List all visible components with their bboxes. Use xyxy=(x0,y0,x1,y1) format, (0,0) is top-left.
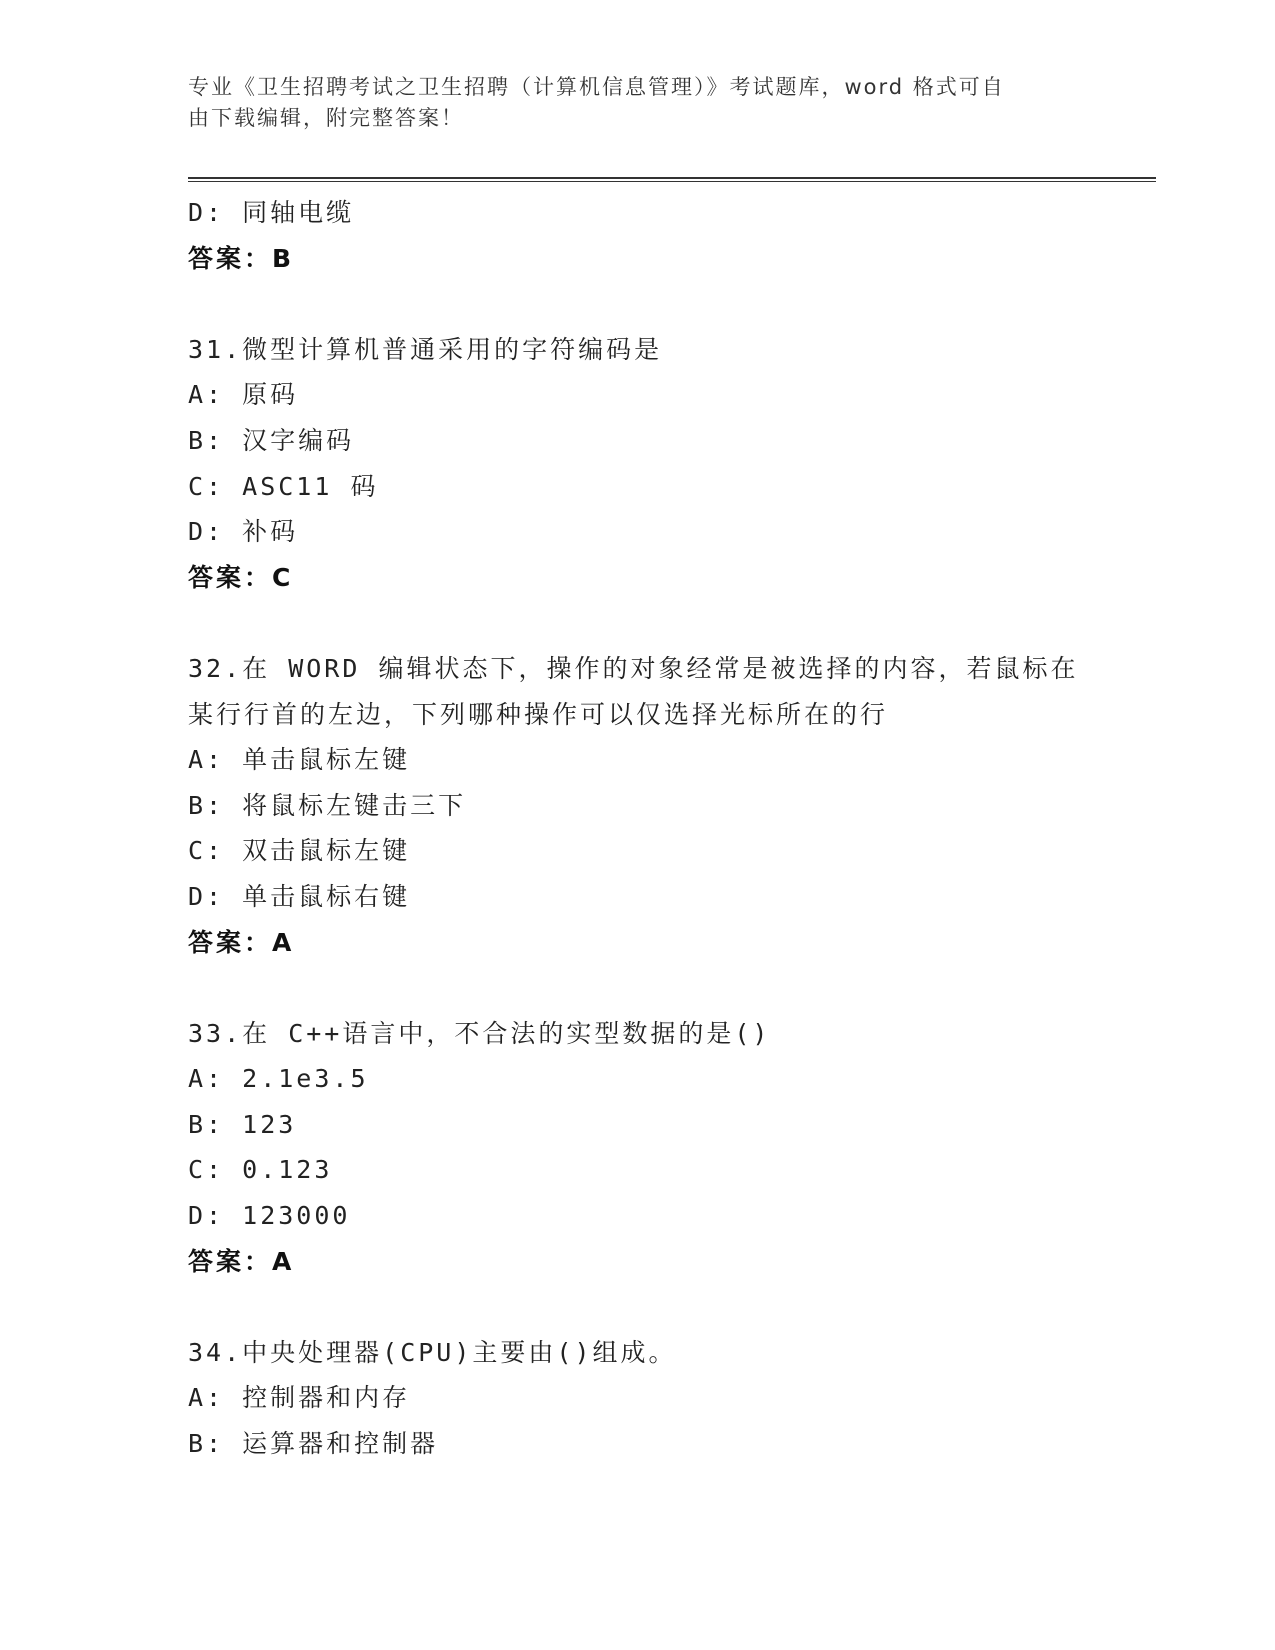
option-a: A: 控制器和内存 xyxy=(188,1383,411,1413)
spacer xyxy=(188,600,1088,646)
question-stem: 31.微型计算机普通采用的字符编码是 xyxy=(188,334,663,364)
question-stem: 34.中央处理器(CPU)主要由()组成。 xyxy=(188,1337,677,1367)
option-c: C: 双击鼠标左键 xyxy=(188,836,411,866)
spacer xyxy=(188,965,1088,1011)
option-a: A: 单击鼠标左键 xyxy=(188,745,411,775)
option-a: A: 原码 xyxy=(188,380,299,410)
question-list xyxy=(188,190,1088,1467)
page-header xyxy=(188,72,1068,134)
option-b: B: 将鼠标左键击三下 xyxy=(188,790,467,820)
option-b: B: 汉字编码 xyxy=(188,425,355,455)
answer-text: 答案：B xyxy=(188,243,295,273)
option-b: B: 123 xyxy=(188,1109,297,1139)
answer-text: 答案：C xyxy=(188,562,294,592)
question-stem: 32.在 WORD 编辑状态下，操作的对象经常是被选择的内容，若鼠标在 xyxy=(188,653,1079,683)
spacer xyxy=(188,1284,1088,1330)
header-divider xyxy=(188,177,1156,182)
option-a: A: 2.1e3.5 xyxy=(188,1064,369,1094)
option-d: D: 补码 xyxy=(188,517,299,547)
option-c: C: 0.123 xyxy=(188,1155,333,1185)
header-line-1: 专业《卫生招聘考试之卫生招聘（计算机信息管理）》考试题库，word 格式可自 xyxy=(188,75,1005,99)
option-c: C: ASC11 码 xyxy=(188,471,379,501)
option-d: D: 123000 xyxy=(188,1201,351,1231)
spacer xyxy=(188,281,1088,327)
option-b: B: 运算器和控制器 xyxy=(188,1429,439,1459)
question-stem-continued: 某行行首的左边，下列哪种操作可以仅选择光标所在的行 xyxy=(188,699,889,729)
header-line-2: 由下载编辑，附完整答案！ xyxy=(188,106,464,130)
question-stem: 33.在 C++语言中，不合法的实型数据的是() xyxy=(188,1018,771,1048)
answer-text: 答案：A xyxy=(188,927,295,957)
answer-text: 答案：A xyxy=(188,1246,295,1276)
option-d: D: 单击鼠标右键 xyxy=(188,881,411,911)
option-d: D: 同轴电缆 xyxy=(188,198,355,227)
